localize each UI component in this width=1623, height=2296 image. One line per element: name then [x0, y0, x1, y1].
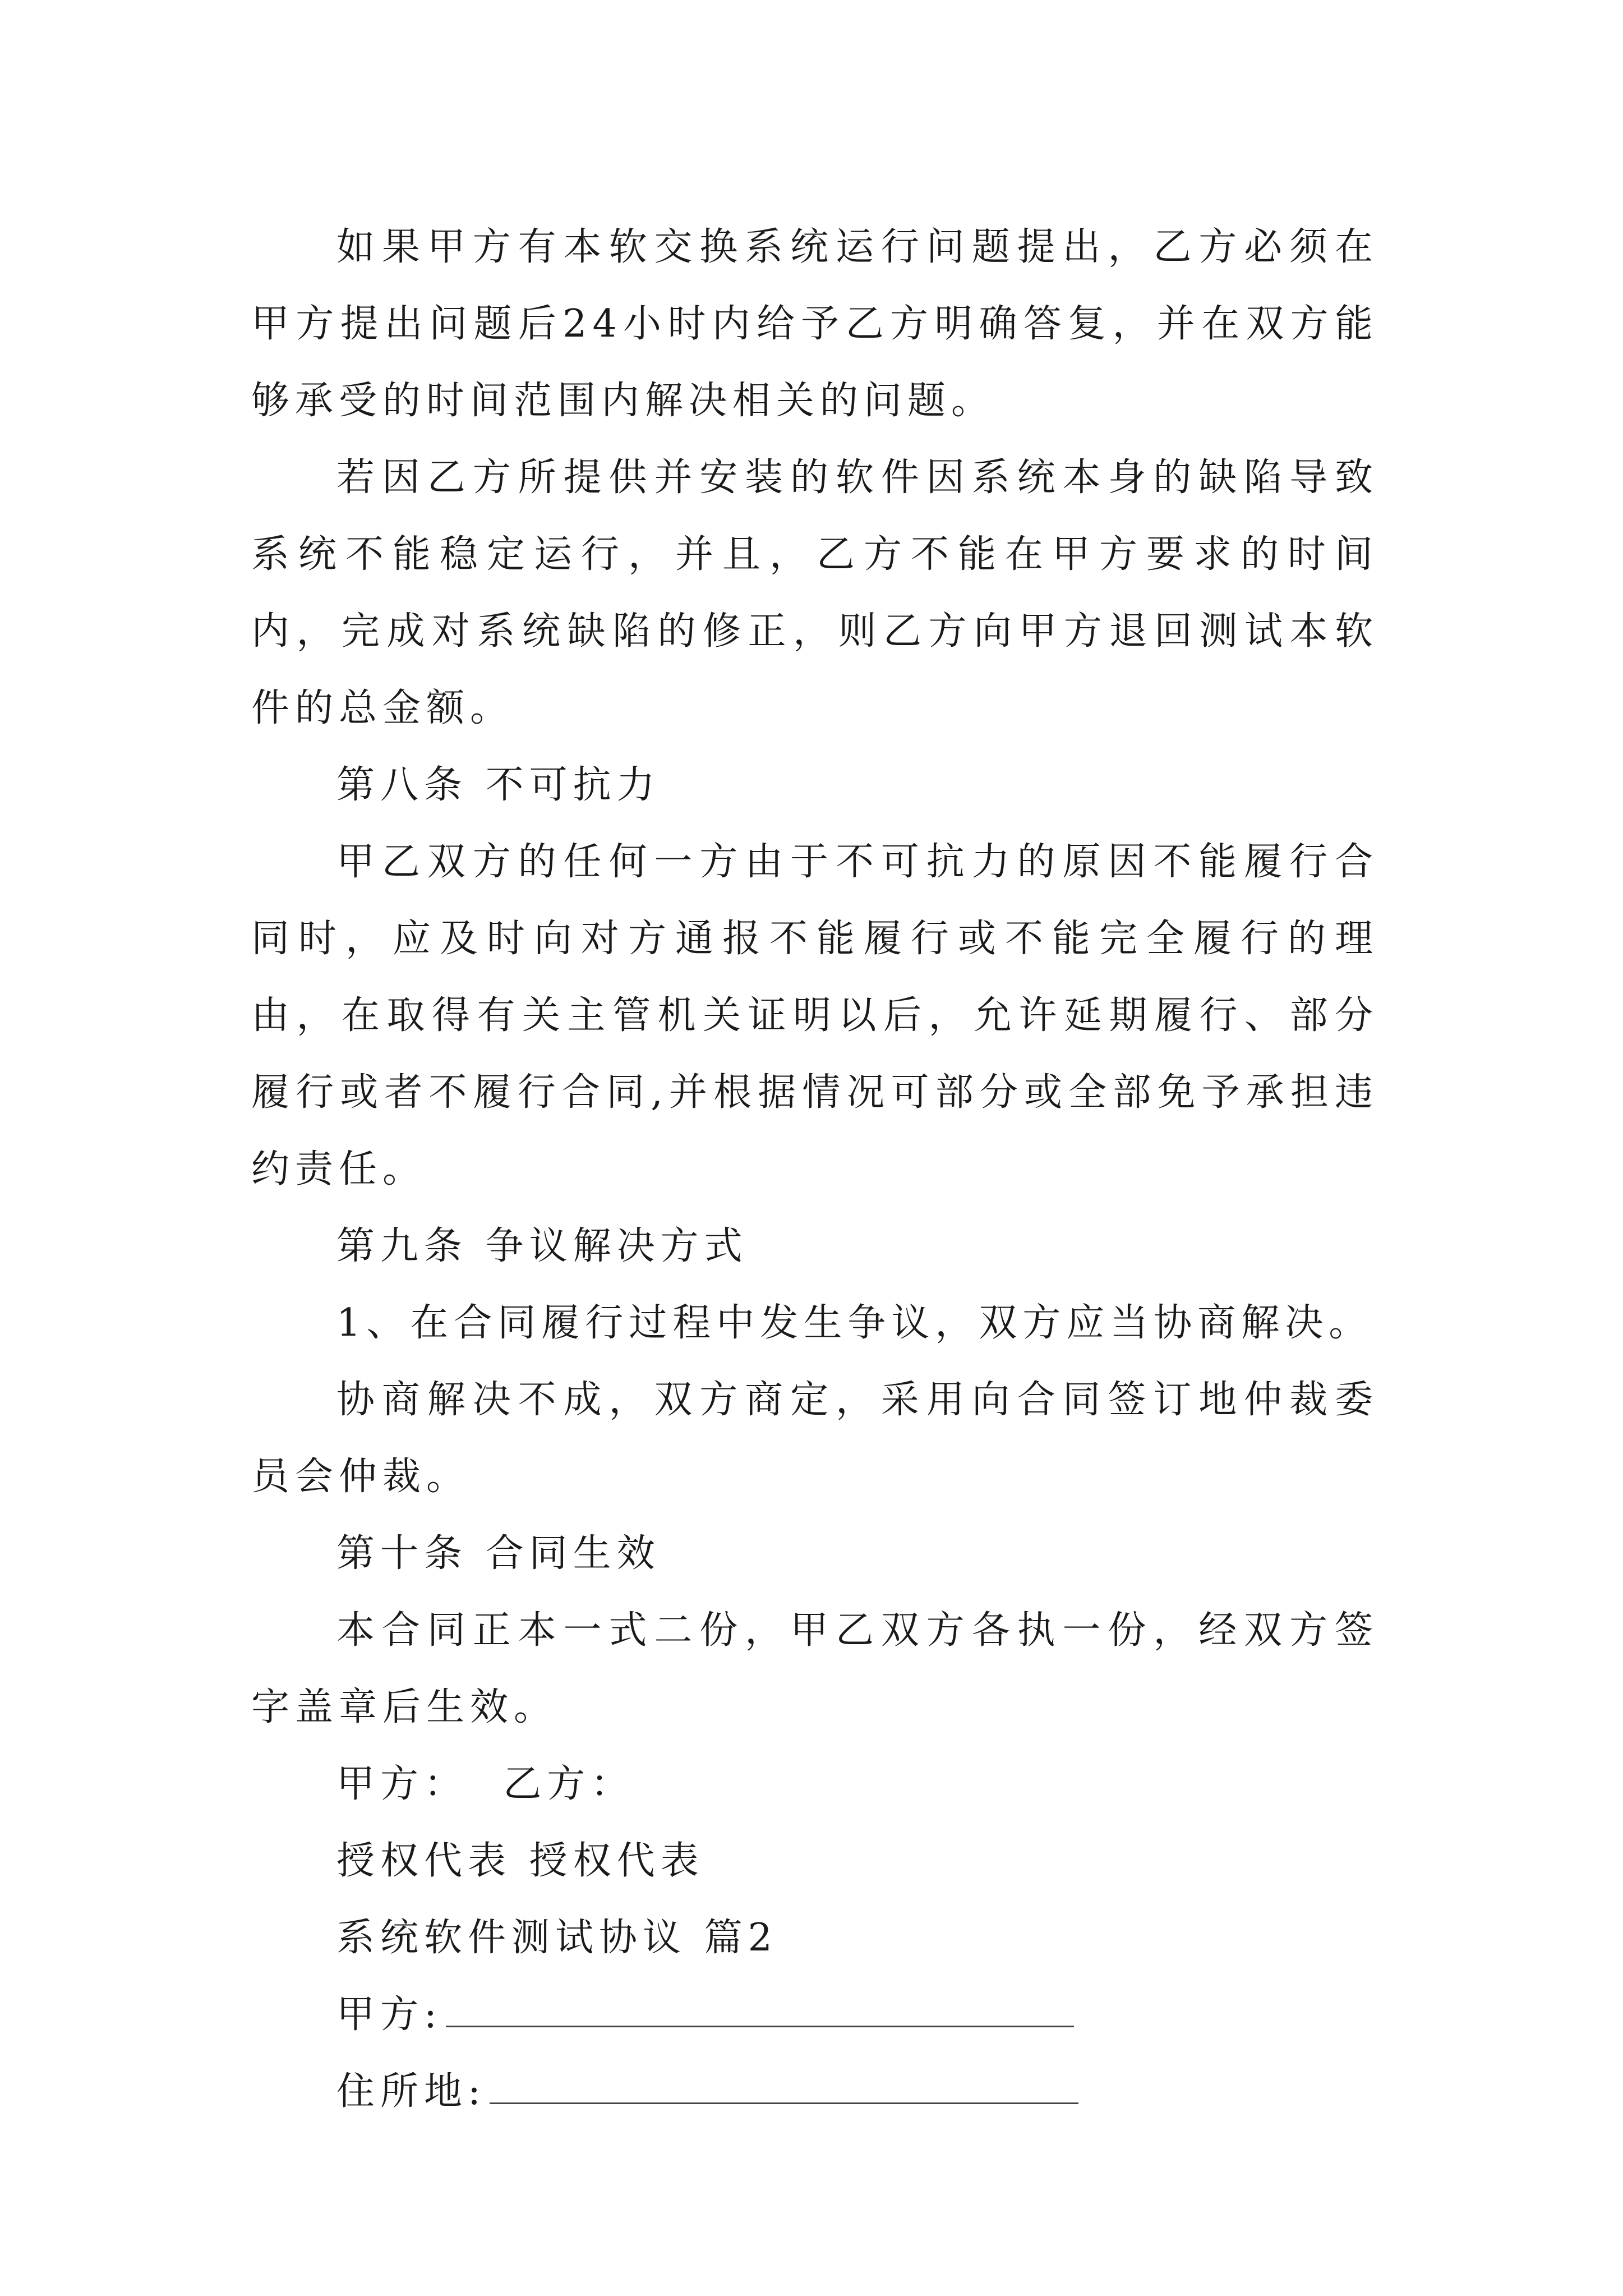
paragraph-dispute-negotiation: 1、在合同履行过程中发生争议，双方应当协商解决。 [336, 1301, 1373, 1345]
party-a-blank-line [446, 1998, 1074, 2027]
paragraph-response-obligation: 如果甲方有本软交换系统运行问题提出，乙方必须在甲方提出问题后24小时内给予乙方明确答复，并在双方能够承受的时间范围内解决相关的问题。 [251, 225, 1378, 423]
address-label: 住所地: [336, 2069, 486, 2114]
document-page [251, 209, 1378, 2130]
heading-article-10: 第十条 合同生效 [336, 1531, 661, 1576]
address-blank-line [490, 2074, 1078, 2104]
paragraph-defect-refund: 若因乙方所提供并安装的软件因系统本身的缺陷导致系统不能稳定运行，并且，乙方不能在甲方要求的时间内，完成对系统缺陷的修正，则乙方向甲方退回测试本软件的总金额。 [251, 455, 1378, 730]
section-title-part-2: 系统软件测试协议 篇2 [336, 1916, 778, 1960]
signature-parties: 甲方： 乙方： [336, 1762, 635, 1806]
address-row [251, 2053, 1378, 2130]
paragraph-arbitration: 协商解决不成，双方商定，采用向合同签订地仲裁委员会仲裁。 [251, 1378, 1378, 1499]
heading-article-8: 第八条 不可抗力 [336, 763, 661, 807]
heading-article-9: 第九条 争议解决方式 [336, 1224, 748, 1268]
paragraph-effectiveness: 本合同正本一式二份，甲乙双方各执一份，经双方签字盖章后生效。 [251, 1608, 1378, 1729]
party-a-row [251, 1976, 1378, 2053]
party-a-label: 甲方: [336, 1993, 442, 2037]
signature-representatives: 授权代表 授权代表 [336, 1839, 704, 1883]
paragraph-force-majeure: 甲乙双方的任何一方由于不可抗力的原因不能履行合同时，应及时向对方通报不能履行或不能完全履行的理由，在取得有关主管机关证明以后，允许延期履行、部分履行或者不履行合同,并根据情况可部分或全部免予承担违约责任。 [251, 840, 1378, 1191]
